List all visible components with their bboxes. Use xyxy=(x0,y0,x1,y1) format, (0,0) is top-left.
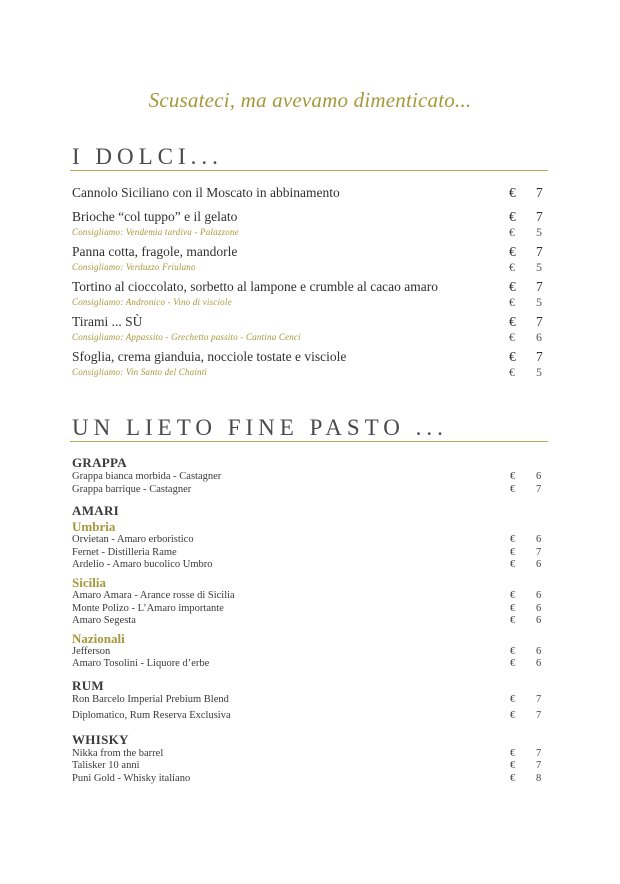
drink-item xyxy=(72,694,546,710)
drink-name: Monte Polizo - L’Amaro importante xyxy=(72,602,224,614)
drink-item xyxy=(72,658,546,671)
currency-symbol: € xyxy=(510,471,516,482)
dessert-price: 7 xyxy=(536,185,543,200)
drink-price: 6 xyxy=(536,534,542,546)
currency-symbol: € xyxy=(510,534,516,546)
dessert-price: 7 xyxy=(536,349,543,364)
currency-symbol: € xyxy=(509,260,516,274)
drink-item xyxy=(72,590,546,603)
drink-price: 6 xyxy=(536,615,542,627)
currency-symbol: € xyxy=(510,658,516,670)
category-heading: RUM xyxy=(72,677,104,693)
drink-price: 7 xyxy=(536,709,542,721)
dolci-divider xyxy=(70,170,548,171)
dolci-title: I DOLCI... xyxy=(72,144,223,169)
drink-price: 6 xyxy=(536,645,542,657)
dessert-item xyxy=(72,278,546,309)
dessert-name: Sfoglia, crema gianduia, nocciole tostate e visciole xyxy=(72,349,347,364)
currency-symbol: € xyxy=(509,225,516,239)
currency-symbol: € xyxy=(509,185,516,200)
currency-symbol: € xyxy=(509,365,516,379)
drink-name: Grappa barrique - Castagner xyxy=(72,483,192,495)
dessert-item xyxy=(72,184,546,202)
currency-symbol: € xyxy=(510,546,516,558)
currency-symbol: € xyxy=(510,760,516,772)
dessert-item xyxy=(72,348,546,379)
drink-item xyxy=(72,710,546,723)
suggestion-price: 5 xyxy=(536,260,543,274)
drink-price: 6 xyxy=(536,602,542,614)
suggestion-price: 5 xyxy=(536,225,543,239)
drink-item xyxy=(72,471,546,484)
dolci-list xyxy=(72,184,546,379)
drink-price: 7 xyxy=(536,760,542,772)
drink-name: Orvietan - Amaro erboristico xyxy=(72,534,194,546)
drink-item xyxy=(72,615,546,628)
drink-item xyxy=(72,773,546,786)
drink-item xyxy=(72,559,546,572)
drink-item xyxy=(72,748,546,761)
dessert-price: 7 xyxy=(536,244,543,259)
currency-symbol: € xyxy=(509,244,516,259)
drink-price: 7 xyxy=(536,693,542,705)
drink-name: Puni Gold - Whisky italiano xyxy=(72,772,191,784)
wine-suggestion: Consigliamo: Vin Santo del Chainti xyxy=(72,367,208,377)
wine-suggestion: Consigliamo: Andronico - Vino di visciole xyxy=(72,297,232,307)
subcategory-heading: Umbria xyxy=(72,519,116,535)
category-heading: GRAPPA xyxy=(72,455,127,470)
dessert-item xyxy=(72,208,546,239)
drink-name: Grappa bianca morbida - Castagner xyxy=(72,471,222,482)
currency-symbol: € xyxy=(510,589,516,601)
suggestion-price: 5 xyxy=(536,365,543,379)
drink-name: Amaro Tosolini - Liquore d’erbe xyxy=(72,658,210,670)
drink-name: Nikka from the barrel xyxy=(72,747,164,759)
drink-price: 6 xyxy=(536,559,542,571)
category-heading: WHISKY xyxy=(72,731,129,747)
currency-symbol: € xyxy=(510,559,516,571)
currency-symbol: € xyxy=(510,772,516,784)
drink-item xyxy=(72,603,546,616)
drink-name: Amaro Segesta xyxy=(72,615,136,627)
drink-item xyxy=(72,547,546,560)
digestivi-list xyxy=(72,455,546,785)
subcategory-heading: Sicilia xyxy=(72,574,106,590)
drink-price: 6 xyxy=(536,658,542,670)
drink-name: Talisker 10 anni xyxy=(72,760,140,772)
dessert-name: Panna cotta, fragole, mandorle xyxy=(72,244,238,259)
dessert-name: Tirami ... SÙ xyxy=(72,314,143,329)
dessert-item xyxy=(72,243,546,274)
wine-suggestion: Consigliamo: Appassito - Grechetto passito - Cantina Cenci xyxy=(72,332,301,342)
wine-suggestion: Consigliamo: Vendemia tardiva - Palazzone xyxy=(72,227,239,237)
drink-name: Ardelio - Amaro bucolico Umbro xyxy=(72,559,213,571)
digestivi-title: UN LIETO FINE PASTO ... xyxy=(72,415,448,440)
currency-symbol: € xyxy=(510,602,516,614)
drink-item xyxy=(72,646,546,659)
drink-name: Jefferson xyxy=(72,645,111,657)
drink-price: 6 xyxy=(536,471,542,482)
tagline: Scusateci, ma avevamo dimenticato... xyxy=(148,88,472,112)
dessert-item xyxy=(72,313,546,344)
dessert-name: Cannolo Siciliano con il Moscato in abbinamento xyxy=(72,185,340,200)
currency-symbol: € xyxy=(509,314,516,329)
currency-symbol: € xyxy=(509,349,516,364)
drink-price: 7 xyxy=(536,483,542,495)
currency-symbol: € xyxy=(509,330,516,344)
digestivi-divider xyxy=(70,441,548,442)
drink-item xyxy=(72,760,546,773)
currency-symbol: € xyxy=(510,645,516,657)
currency-symbol: € xyxy=(510,615,516,627)
currency-symbol: € xyxy=(510,693,516,705)
drink-item xyxy=(72,534,546,547)
dessert-name: Tortino al cioccolato, sorbetto al lampone e crumble al cacao amaro xyxy=(72,279,439,294)
currency-symbol: € xyxy=(509,209,516,224)
drink-name: Diplomatico, Rum Reserva Exclusiva xyxy=(72,709,231,721)
drink-price: 7 xyxy=(536,546,542,558)
drink-price: 8 xyxy=(536,772,542,784)
drink-item xyxy=(72,484,546,497)
dessert-price: 7 xyxy=(536,314,543,329)
dessert-price: 7 xyxy=(536,279,543,294)
drink-name: Fernet - Distilleria Rame xyxy=(72,546,177,558)
suggestion-price: 6 xyxy=(536,330,543,344)
dessert-name: Brioche “col tuppo” e il gelato xyxy=(72,209,238,224)
suggestion-price: 5 xyxy=(536,295,543,309)
currency-symbol: € xyxy=(509,279,516,294)
subcategory-heading: Nazionali xyxy=(72,630,125,646)
dessert-price: 7 xyxy=(536,209,543,224)
currency-symbol: € xyxy=(509,295,516,309)
drink-price: 7 xyxy=(536,747,542,759)
currency-symbol: € xyxy=(510,709,516,721)
wine-suggestion: Consigliamo: Verduzzo Friulano xyxy=(72,262,196,272)
drink-name: Amaro Amara - Arance rosse di Sicilia xyxy=(72,589,235,601)
drink-name: Ron Barcelo Imperial Prebium Blend xyxy=(72,693,229,705)
drink-price: 6 xyxy=(536,589,542,601)
category-heading: AMARI xyxy=(72,503,119,519)
currency-symbol: € xyxy=(510,747,516,759)
currency-symbol: € xyxy=(510,483,516,495)
